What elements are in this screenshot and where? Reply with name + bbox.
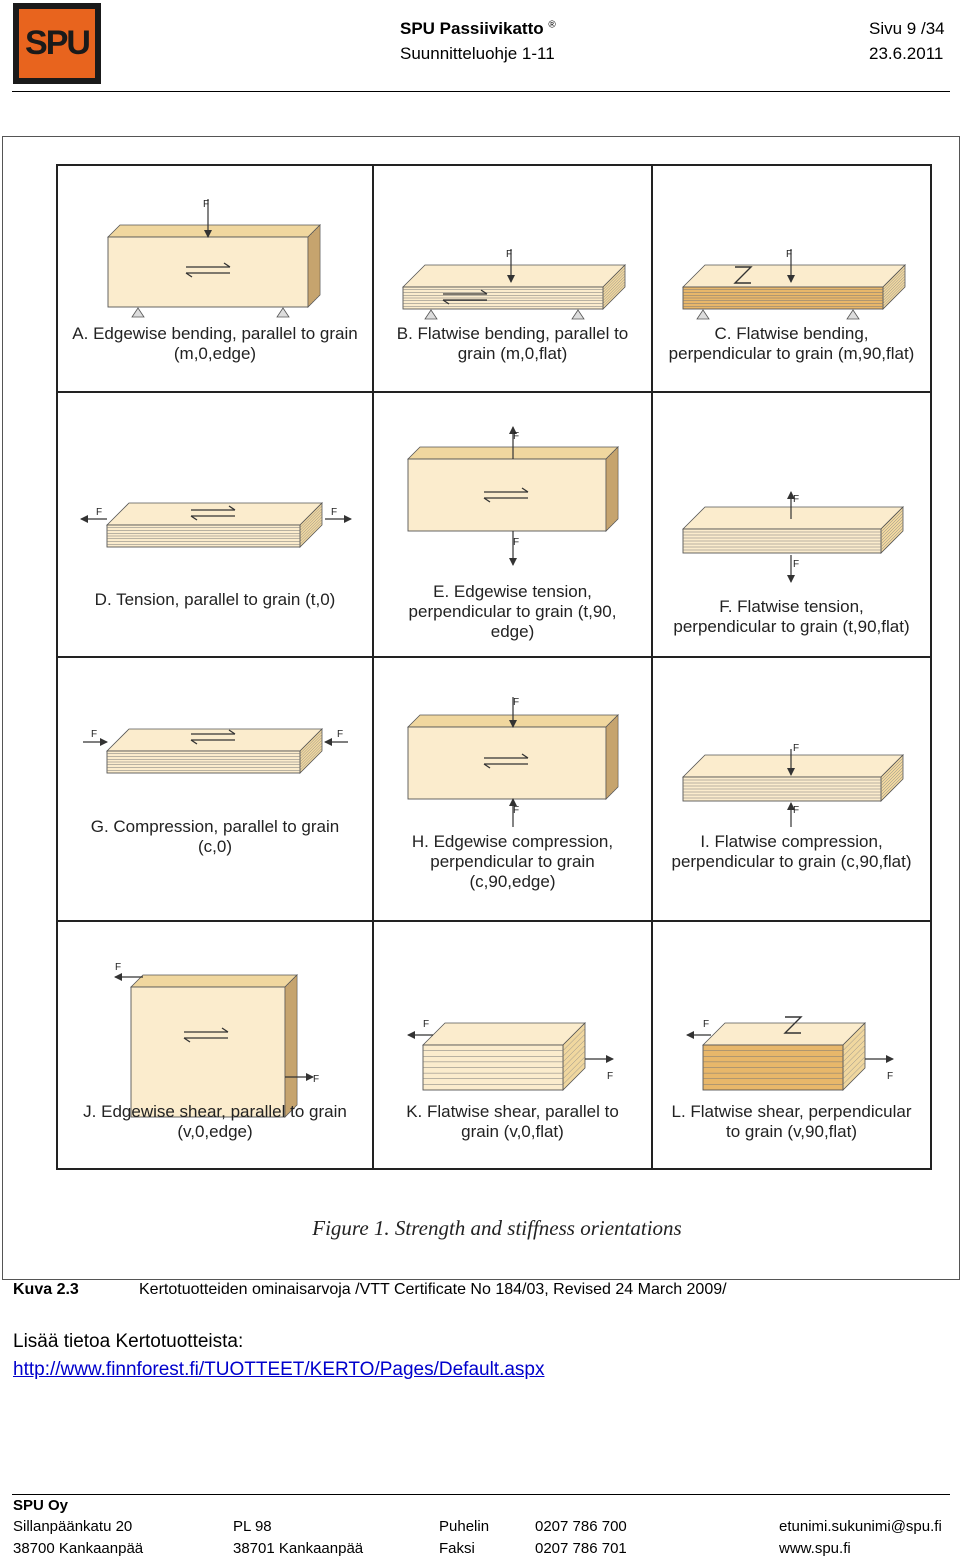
figure-caption: Kertotuotteiden ominaisarvoja /VTT Certificate No 184/03, Revised 24 March 2009/ bbox=[139, 1281, 727, 1298]
footer-cell: 0207 786 700 bbox=[535, 1518, 627, 1535]
figure-label: Kuva 2.3 bbox=[13, 1281, 79, 1298]
force-label: F bbox=[513, 537, 520, 548]
panel-label: perpendicular to grain bbox=[430, 852, 595, 871]
panel-label: C. Flatwise bending, bbox=[714, 324, 869, 343]
panel-label: J. Edgewise shear, parallel to grain bbox=[83, 1102, 347, 1121]
footer-cell: etunimi.sukunimi@spu.fi bbox=[779, 1518, 942, 1535]
force-label: F bbox=[793, 494, 800, 505]
panel-label: L. Flatwise shear, perpendicular bbox=[671, 1102, 912, 1121]
force-label: F bbox=[607, 1071, 614, 1082]
panel-label: grain (v,0,flat) bbox=[461, 1122, 564, 1141]
board-top bbox=[703, 1023, 865, 1045]
footer-cell: 38700 Kankaanpää bbox=[13, 1540, 144, 1557]
panel-label: to grain (v,90,flat) bbox=[725, 1122, 858, 1141]
block-face bbox=[408, 459, 606, 531]
block-face bbox=[108, 237, 308, 307]
panel-k bbox=[406, 1019, 619, 1141]
panel-label: (c,90,edge) bbox=[469, 872, 556, 891]
panel-label: perpendicular to grain (t,90, bbox=[408, 602, 617, 621]
block-top bbox=[108, 225, 320, 237]
force-label: F bbox=[513, 431, 520, 442]
panel-label: A. Edgewise bending, parallel to grain bbox=[72, 324, 358, 343]
panel-label: E. Edgewise tension, bbox=[433, 582, 592, 601]
footer-cell: www.spu.fi bbox=[779, 1540, 851, 1557]
document-date: 23.6.2011 bbox=[869, 44, 944, 63]
panel-label: K. Flatwise shear, parallel to bbox=[406, 1102, 619, 1121]
board-top bbox=[683, 507, 903, 529]
panel-label: edge) bbox=[490, 622, 535, 641]
force-label: F bbox=[337, 729, 344, 740]
panel-label: perpendicular to grain (m,90,flat) bbox=[668, 344, 915, 363]
force-label: F bbox=[506, 249, 513, 260]
figure-svg bbox=[3, 137, 959, 1279]
spu-logo bbox=[13, 3, 101, 84]
logo-text: SPU bbox=[25, 24, 89, 62]
force-label: F bbox=[513, 805, 520, 816]
force-label: F bbox=[703, 1019, 710, 1030]
footer-cell: Puhelin bbox=[439, 1518, 490, 1535]
panel-b bbox=[397, 249, 629, 363]
board-top bbox=[403, 265, 625, 287]
force-label: F bbox=[793, 805, 800, 816]
block-face bbox=[131, 987, 285, 1117]
panel-label: perpendicular to grain (c,90,flat) bbox=[671, 852, 912, 871]
footer-cell: Faksi bbox=[439, 1540, 475, 1557]
panel-label: B. Flatwise bending, parallel to bbox=[396, 324, 629, 343]
force-label: F bbox=[793, 743, 800, 754]
footer-cell: 38701 Kankaanpää bbox=[233, 1540, 364, 1557]
force-label: F bbox=[786, 249, 793, 260]
panel-f bbox=[673, 492, 909, 636]
block-face bbox=[408, 727, 606, 799]
panel-label: G. Compression, parallel to grain bbox=[90, 817, 340, 836]
board-top bbox=[683, 755, 903, 777]
panel-label: grain (m,0,flat) bbox=[457, 344, 568, 363]
force-label: F bbox=[331, 507, 338, 518]
panel-label: F. Flatwise tension, bbox=[719, 597, 864, 616]
board-top bbox=[423, 1023, 585, 1045]
force-label: F bbox=[91, 729, 98, 740]
document-title: SPU Passiivikatto ® bbox=[400, 19, 556, 38]
force-label: F bbox=[423, 1019, 430, 1030]
panel-label: perpendicular to grain (t,90,flat) bbox=[673, 617, 910, 636]
header-divider bbox=[12, 91, 950, 92]
more-info-text: Lisää tietoa Kertotuotteista: bbox=[13, 1331, 244, 1352]
footer-cell: 0207 786 701 bbox=[535, 1540, 627, 1557]
footer-divider bbox=[12, 1494, 950, 1495]
registered-mark: ® bbox=[548, 19, 556, 31]
force-label: F bbox=[793, 559, 800, 570]
support bbox=[132, 308, 144, 317]
figure-title: Figure 1. Strength and stiffness orientations bbox=[312, 1216, 682, 1240]
panel-d bbox=[81, 503, 351, 609]
force-label: F bbox=[96, 507, 103, 518]
force-label: F bbox=[203, 199, 210, 210]
strength-orientations-figure bbox=[2, 136, 960, 1280]
panel-label: (m,0,edge) bbox=[173, 344, 257, 363]
panel-c bbox=[669, 249, 915, 363]
force-label: F bbox=[887, 1071, 894, 1082]
panel-label: H. Edgewise compression, bbox=[411, 832, 614, 851]
panel-l bbox=[671, 1017, 911, 1141]
panel-label: (v,0,edge) bbox=[177, 1122, 253, 1141]
panel-label: I. Flatwise compression, bbox=[700, 832, 883, 851]
footer-cell: PL 98 bbox=[233, 1518, 272, 1535]
force-label: F bbox=[313, 1074, 320, 1085]
footer-company: SPU Oy bbox=[13, 1497, 69, 1514]
panel-h bbox=[408, 697, 618, 891]
force-label: F bbox=[115, 962, 122, 973]
support bbox=[697, 310, 709, 319]
panel-g bbox=[83, 729, 348, 856]
support bbox=[572, 310, 584, 319]
footer-cell: Sillanpäänkatu 20 bbox=[13, 1518, 133, 1535]
board-top bbox=[683, 265, 905, 287]
support bbox=[425, 310, 437, 319]
support bbox=[277, 308, 289, 317]
force-label: F bbox=[513, 697, 520, 708]
panel-label: D. Tension, parallel to grain (t,0) bbox=[94, 590, 336, 609]
panel-j bbox=[83, 962, 347, 1141]
panel-a bbox=[72, 199, 357, 363]
support bbox=[847, 310, 859, 319]
page-number: Sivu 9 /34 bbox=[869, 19, 945, 38]
block-top bbox=[131, 975, 297, 987]
panel-e bbox=[408, 427, 618, 641]
panel-label: (c,0) bbox=[198, 837, 232, 856]
document-subtitle: Suunnitteluohje 1-11 bbox=[400, 44, 555, 63]
panel-i bbox=[671, 743, 911, 871]
finnforest-link[interactable]: http://www.finnforest.fi/TUOTTEET/KERTO/Pages/Default.aspx bbox=[13, 1359, 545, 1380]
board-top bbox=[107, 503, 322, 525]
